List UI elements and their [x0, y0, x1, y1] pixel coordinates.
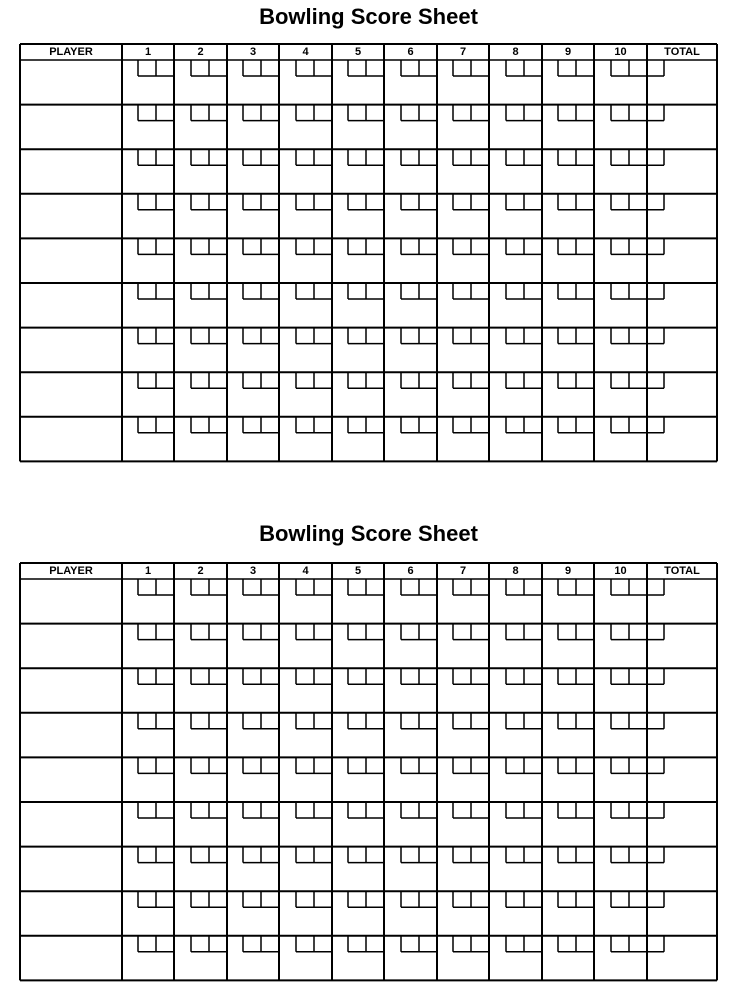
frame-header: 2 — [197, 46, 204, 58]
frame-header: 9 — [564, 565, 572, 577]
frame-header: 3 — [249, 565, 257, 577]
frame-header: 10 — [614, 46, 627, 58]
total-header: TOTAL — [664, 46, 700, 58]
frame-header: 4 — [302, 565, 309, 577]
frame-header: 6 — [407, 46, 414, 58]
frame-header: 8 — [512, 565, 519, 577]
frame-header: 1 — [144, 46, 152, 58]
score-grid — [0, 0, 737, 470]
player-header: PLAYER — [49, 46, 93, 58]
frame-header: 5 — [354, 46, 362, 58]
frame-header: 7 — [459, 565, 467, 577]
sheet-title: Bowling Score Sheet — [259, 4, 478, 29]
frame-header: 2 — [197, 565, 204, 577]
player-header: PLAYER — [49, 565, 93, 577]
frame-header: 6 — [407, 565, 414, 577]
frame-header: 4 — [302, 46, 309, 58]
frame-header: 8 — [512, 46, 519, 58]
sheet-title: Bowling Score Sheet — [259, 521, 478, 546]
frame-header: 10 — [614, 565, 627, 577]
frame-header: 5 — [354, 565, 362, 577]
frame-header: 3 — [249, 46, 257, 58]
frame-header: 1 — [144, 565, 152, 577]
frame-header: 9 — [564, 46, 572, 58]
total-header: TOTAL — [664, 565, 700, 577]
frame-header: 7 — [459, 46, 467, 58]
